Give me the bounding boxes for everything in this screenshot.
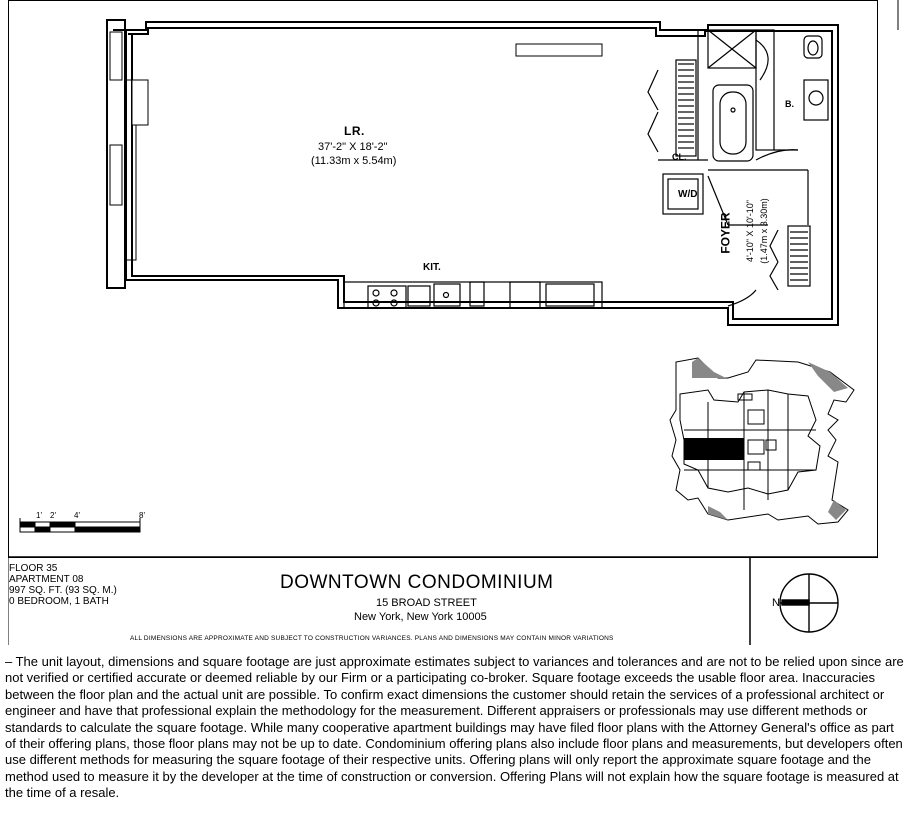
disclaimer-paragraph: – The unit layout, dimensions and square footage are just approximate estimates subject to variances and tolerances and are not to be relied upon since are not verified or certified accurate or deemed reliable by our Firm or a participating co-broker. Square footage exceeds the usable floor area. Inaccuracies between the floor plan and the actual unit are possible. To confirm exact dimensions the customer should retain the services of a professional architect or engineer and have that professional explain the methodology for the measurement. Different appraisers or professionals may use different methods or standards to calculate the square footage. While many cooperative apartment buildings may have filed floor plans with the Attorney General's office as part of their offering plans, those floor plans may not be up to date. Condominium offering plans also include floor plans and measurements, but developers often use different methods for measuring the square footage of their respective units. Offering plans will only report the approximate square footage and the method used to measure it by the developer at the time of construction or conversion. Offering Plans will not explain how the square footage is measured at the time of a resale. [5,654,904,801]
foyer-dimensions-ft: 4'-10" X 10'-10" [744,200,755,262]
kitchen-counter [344,282,602,308]
building-street: 15 BROAD STREET [376,597,477,609]
floor-plan-drawing [8,0,906,645]
unit-info [9,563,117,607]
bath-label: B. [785,99,794,109]
closet-label: CL. [672,152,687,162]
scale-tick-label: 2' [50,511,56,520]
kitchen-label: KIT. [423,262,441,273]
building-name: DOWNTOWN CONDOMINIUM [280,572,554,593]
scale-tick-label: 8' [139,511,145,520]
living-room-label: LR. [344,124,365,138]
floor-plan-sheet [8,0,906,645]
building-city: New York, New York 10005 [354,611,487,623]
square-footage: 997 SQ. FT. (93 SQ. M.) [9,585,117,596]
floor-number: FLOOR 35 [9,563,58,574]
compass-north-label: N [772,597,780,609]
living-room-dimensions-ft: 37'-2" X 18'-2" [318,141,388,153]
foyer-labels [715,186,775,296]
apartment-number: APARTMENT 08 [9,574,84,585]
highlighted-unit [684,438,744,460]
compass-icon [780,574,838,632]
room-count: 0 BEDROOM, 1 BATH [9,596,109,607]
scale-tick-label: 1' [36,511,42,520]
foyer-dimensions-m: (1.47m x 3.30m) [758,198,769,264]
plan-small-disclaimer: ALL DIMENSIONS ARE APPROXIMATE AND SUBJECT TO CONSTRUCTION VARIANCES. PLANS AND DIMENSIONS MAY CONTAIN MINOR VARIATIONS [130,635,614,642]
bathroom [708,30,828,161]
washer-dryer-label: W/D [678,189,698,200]
scale-tick-label: 4' [74,511,80,520]
living-room-dimensions-m: (11.33m x 5.54m) [311,155,397,167]
foyer-label: FOYER [718,212,733,254]
scale-labels [36,511,156,523]
